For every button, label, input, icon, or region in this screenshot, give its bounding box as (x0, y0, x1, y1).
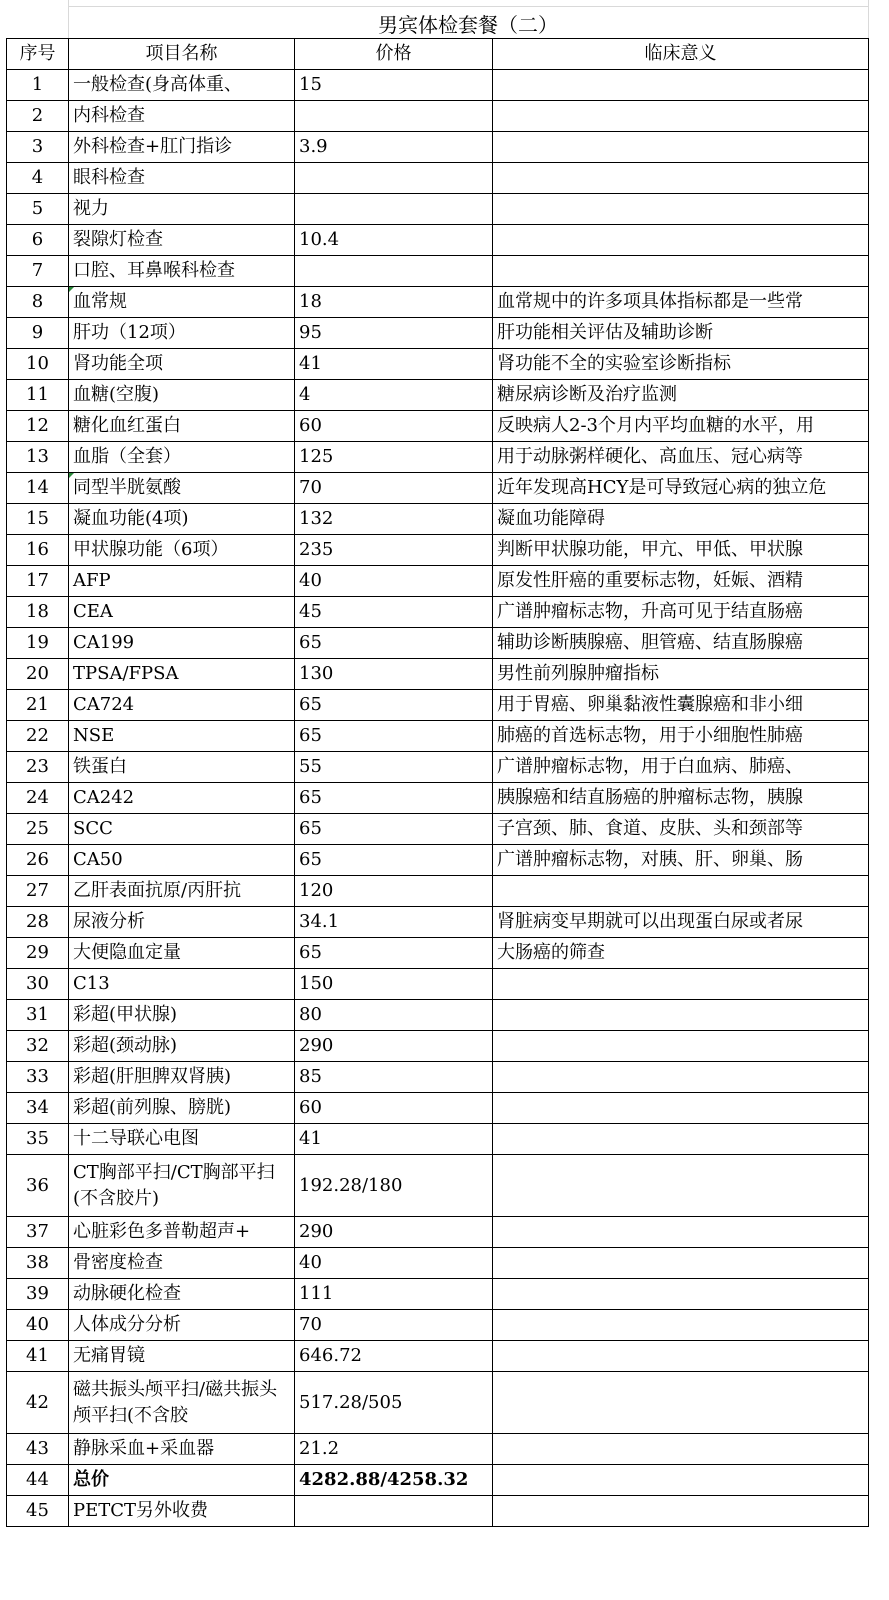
cell-meaning[interactable] (493, 101, 869, 132)
cell-meaning[interactable] (493, 1093, 869, 1124)
cell-meaning[interactable] (493, 70, 869, 101)
cell-meaning[interactable]: 用于动脉粥样硬化、高血压、冠心病等 (493, 442, 869, 473)
cell-name[interactable]: 眼科检查 (69, 163, 295, 194)
table-row (7, 566, 869, 597)
cell-price[interactable]: 70 (295, 1310, 493, 1341)
cell-no[interactable]: 43 (7, 1434, 69, 1465)
cell-meaning[interactable]: 凝血功能障碍 (493, 504, 869, 535)
cell-price[interactable]: 4282.88/4258.32 (295, 1465, 493, 1496)
table-row (7, 938, 869, 969)
cell-name[interactable]: 血脂（全套） (69, 442, 295, 473)
cell-price[interactable]: 132 (295, 504, 493, 535)
cell-no[interactable]: 35 (7, 1124, 69, 1155)
cell-name[interactable]: 动脉硬化检查 (69, 1279, 295, 1310)
cell-price[interactable]: 65 (295, 938, 493, 969)
cell-price[interactable]: 41 (295, 1124, 493, 1155)
checkup-package-table (6, 38, 869, 1527)
table-row (7, 597, 869, 628)
cell-price[interactable]: 65 (295, 628, 493, 659)
cell-price[interactable]: 65 (295, 783, 493, 814)
cell-no[interactable]: 40 (7, 1310, 69, 1341)
cell-no[interactable]: 17 (7, 566, 69, 597)
cell-no[interactable]: 12 (7, 411, 69, 442)
cell-no[interactable]: 1 (7, 70, 69, 101)
cell-meaning[interactable] (493, 969, 869, 1000)
cell-price[interactable]: 646.72 (295, 1341, 493, 1372)
cell-price[interactable]: 34.1 (295, 907, 493, 938)
cell-meaning[interactable]: 辅助诊断胰腺癌、胆管癌、结直肠腺癌 (493, 628, 869, 659)
table-row (7, 1124, 869, 1155)
cell-price[interactable]: 80 (295, 1000, 493, 1031)
cell-no[interactable]: 30 (7, 969, 69, 1000)
cell-name[interactable]: 彩超(肝胆脾双肾胰) (69, 1062, 295, 1093)
table-row (7, 721, 869, 752)
cell-price[interactable]: 65 (295, 721, 493, 752)
cell-meaning[interactable] (493, 1155, 869, 1217)
cell-name[interactable]: PETCT另外收费 (69, 1496, 295, 1527)
cell-meaning[interactable] (493, 1062, 869, 1093)
cell-name[interactable]: CEA (69, 597, 295, 628)
table-row (7, 1155, 869, 1217)
cell-meaning[interactable]: 男性前列腺肿瘤指标 (493, 659, 869, 690)
gridline (868, 0, 869, 38)
table-row (7, 442, 869, 473)
cell-name[interactable]: 肾功能全项 (69, 349, 295, 380)
cell-meaning[interactable] (493, 163, 869, 194)
cell-price[interactable]: 192.28/180 (295, 1155, 493, 1217)
table-row (7, 256, 869, 287)
cell-name[interactable]: SCC (69, 814, 295, 845)
cell-price[interactable]: 120 (295, 876, 493, 907)
header-name[interactable]: 项目名称 (69, 39, 295, 70)
cell-meaning[interactable] (493, 1124, 869, 1155)
table-row (7, 535, 869, 566)
cell-name[interactable]: 彩超(颈动脉) (69, 1031, 295, 1062)
table-row (7, 1062, 869, 1093)
table-row (7, 628, 869, 659)
cell-meaning[interactable]: 胰腺癌和结直肠癌的肿瘤标志物，胰腺 (493, 783, 869, 814)
cell-price[interactable]: 65 (295, 845, 493, 876)
cell-meaning[interactable] (493, 1310, 869, 1341)
cell-no[interactable]: 34 (7, 1093, 69, 1124)
cell-meaning[interactable]: 血常规中的许多项具体指标都是一些常 (493, 287, 869, 318)
table-row (7, 1217, 869, 1248)
cell-price[interactable] (295, 101, 493, 132)
cell-meaning[interactable] (493, 1496, 869, 1527)
cell-meaning[interactable] (493, 1217, 869, 1248)
cell-no[interactable]: 42 (7, 1372, 69, 1434)
table-row (7, 194, 869, 225)
cell-no[interactable]: 22 (7, 721, 69, 752)
cell-no[interactable]: 38 (7, 1248, 69, 1279)
cell-no[interactable]: 20 (7, 659, 69, 690)
cell-price[interactable]: 95 (295, 318, 493, 349)
cell-name[interactable]: 凝血功能(4项) (69, 504, 295, 535)
cell-name[interactable]: TPSA/FPSA (69, 659, 295, 690)
cell-no[interactable]: 2 (7, 101, 69, 132)
table-row (7, 1031, 869, 1062)
table-row (7, 845, 869, 876)
cell-meaning[interactable]: 糖尿病诊断及治疗监测 (493, 380, 869, 411)
cell-meaning[interactable]: 判断甲状腺功能，甲亢、甲低、甲状腺 (493, 535, 869, 566)
cell-name[interactable]: 彩超(前列腺、膀胱) (69, 1093, 295, 1124)
cell-no[interactable]: 6 (7, 225, 69, 256)
cell-no[interactable]: 19 (7, 628, 69, 659)
cell-no[interactable]: 13 (7, 442, 69, 473)
cell-no[interactable]: 14 (7, 473, 69, 504)
table-row (7, 1496, 869, 1527)
cell-name[interactable]: 糖化血红蛋白 (69, 411, 295, 442)
cell-price[interactable]: 290 (295, 1217, 493, 1248)
cell-no[interactable]: 25 (7, 814, 69, 845)
cell-meaning[interactable]: 广谱肿瘤标志物，升高可见于结直肠癌 (493, 597, 869, 628)
cell-name[interactable]: CA242 (69, 783, 295, 814)
cell-price[interactable]: 235 (295, 535, 493, 566)
cell-meaning[interactable]: 广谱肿瘤标志物，对胰、肝、卵巢、肠 (493, 845, 869, 876)
cell-price[interactable]: 10.4 (295, 225, 493, 256)
table-row (7, 814, 869, 845)
cell-price[interactable] (295, 163, 493, 194)
cell-price[interactable] (295, 194, 493, 225)
cell-meaning[interactable] (493, 1341, 869, 1372)
cell-no[interactable]: 31 (7, 1000, 69, 1031)
table-row (7, 1434, 869, 1465)
cell-name[interactable]: C13 (69, 969, 295, 1000)
table-row (7, 504, 869, 535)
cell-no[interactable]: 45 (7, 1496, 69, 1527)
cell-no[interactable]: 27 (7, 876, 69, 907)
cell-price[interactable]: 290 (295, 1031, 493, 1062)
cell-name[interactable]: 乙肝表面抗原/丙肝抗 (69, 876, 295, 907)
cell-price[interactable]: 111 (295, 1279, 493, 1310)
cell-price[interactable]: 70 (295, 473, 493, 504)
cell-price[interactable]: 150 (295, 969, 493, 1000)
table-row (7, 1000, 869, 1031)
cell-meaning[interactable]: 肾功能不全的实验室诊断指标 (493, 349, 869, 380)
cell-price[interactable]: 40 (295, 566, 493, 597)
table-row (7, 907, 869, 938)
cell-meaning[interactable] (493, 194, 869, 225)
cell-no[interactable]: 7 (7, 256, 69, 287)
table-row (7, 70, 869, 101)
cell-meaning[interactable] (493, 1248, 869, 1279)
table-row (7, 101, 869, 132)
cell-price[interactable]: 41 (295, 349, 493, 380)
cell-meaning[interactable] (493, 876, 869, 907)
cell-price[interactable]: 65 (295, 814, 493, 845)
cell-no[interactable]: 32 (7, 1031, 69, 1062)
cell-meaning[interactable] (493, 1279, 869, 1310)
table-row (7, 318, 869, 349)
table-row (7, 1341, 869, 1372)
cell-price[interactable]: 65 (295, 690, 493, 721)
cell-meaning[interactable] (493, 132, 869, 163)
cell-name[interactable]: CA199 (69, 628, 295, 659)
cell-name[interactable]: 视力 (69, 194, 295, 225)
table-row (7, 380, 869, 411)
cell-name[interactable]: 同型半胱氨酸 (69, 473, 295, 504)
table-row (7, 225, 869, 256)
cell-price[interactable]: 517.28/505 (295, 1372, 493, 1434)
cell-meaning[interactable] (493, 1434, 869, 1465)
cell-name[interactable]: 肝功（12项） (69, 318, 295, 349)
cell-price[interactable] (295, 1496, 493, 1527)
cell-no[interactable]: 15 (7, 504, 69, 535)
cell-meaning[interactable] (493, 256, 869, 287)
cell-meaning[interactable] (493, 225, 869, 256)
cell-meaning[interactable]: 子宫颈、肺、食道、皮肤、头和颈部等 (493, 814, 869, 845)
table-row (7, 349, 869, 380)
cell-no[interactable]: 16 (7, 535, 69, 566)
cell-name[interactable]: 人体成分分析 (69, 1310, 295, 1341)
cell-price[interactable]: 60 (295, 1093, 493, 1124)
table-row (7, 1279, 869, 1310)
cell-meaning[interactable]: 反映病人2-3个月内平均血糖的水平，用 (493, 411, 869, 442)
cell-price[interactable] (295, 256, 493, 287)
cell-name[interactable]: 外科检查+肛门指诊 (69, 132, 295, 163)
cell-meaning[interactable] (493, 1000, 869, 1031)
table-row (7, 1093, 869, 1124)
cell-meaning[interactable] (493, 1031, 869, 1062)
cell-meaning[interactable]: 原发性肝癌的重要标志物，妊娠、酒精 (493, 566, 869, 597)
cell-name[interactable]: 无痛胃镜 (69, 1341, 295, 1372)
cell-no[interactable]: 33 (7, 1062, 69, 1093)
cell-name[interactable]: 裂隙灯检查 (69, 225, 295, 256)
table-row (7, 783, 869, 814)
cell-name[interactable]: AFP (69, 566, 295, 597)
cell-price[interactable]: 125 (295, 442, 493, 473)
cell-meaning[interactable]: 广谱肿瘤标志物，用于白血病、肺癌、 (493, 752, 869, 783)
cell-price[interactable]: 40 (295, 1248, 493, 1279)
cell-name[interactable]: CT胸部平扫/CT胸部平扫(不含胶片) (69, 1155, 295, 1217)
cell-name[interactable]: 铁蛋白 (69, 752, 295, 783)
cell-no[interactable]: 28 (7, 907, 69, 938)
cell-price[interactable]: 3.9 (295, 132, 493, 163)
cell-no[interactable]: 8 (7, 287, 69, 318)
table-row (7, 1248, 869, 1279)
cell-no[interactable]: 3 (7, 132, 69, 163)
cell-no[interactable]: 18 (7, 597, 69, 628)
cell-name[interactable]: CA724 (69, 690, 295, 721)
cell-name[interactable]: 十二导联心电图 (69, 1124, 295, 1155)
cell-name[interactable]: CA50 (69, 845, 295, 876)
cell-no[interactable]: 24 (7, 783, 69, 814)
cell-no[interactable]: 9 (7, 318, 69, 349)
header-meaning[interactable]: 临床意义 (493, 39, 869, 70)
cell-name[interactable]: 大便隐血定量 (69, 938, 295, 969)
cell-no[interactable]: 21 (7, 690, 69, 721)
cell-name[interactable]: 口腔、耳鼻喉科检查 (69, 256, 295, 287)
cell-no[interactable]: 29 (7, 938, 69, 969)
cell-name[interactable]: 一般检查(身高体重、 (69, 70, 295, 101)
header-no[interactable]: 序号 (7, 39, 69, 70)
cell-name[interactable]: NSE (69, 721, 295, 752)
header-price[interactable]: 价格 (295, 39, 493, 70)
table-row (7, 287, 869, 318)
table-row (7, 1372, 869, 1434)
table-row (7, 163, 869, 194)
cell-name[interactable]: 心脏彩色多普勒超声+ (69, 1217, 295, 1248)
sheet-title[interactable]: 男宾体检套餐（二） (68, 6, 868, 39)
cell-meaning[interactable]: 肾脏病变早期就可以出现蛋白尿或者尿 (493, 907, 869, 938)
cell-meaning[interactable] (493, 1465, 869, 1496)
cell-price[interactable]: 21.2 (295, 1434, 493, 1465)
cell-price[interactable]: 55 (295, 752, 493, 783)
table-row (7, 1465, 869, 1496)
cell-name[interactable]: 甲状腺功能（6项） (69, 535, 295, 566)
cell-price[interactable]: 130 (295, 659, 493, 690)
table-row (7, 132, 869, 163)
table-row (7, 969, 869, 1000)
cell-name[interactable]: 血糖(空腹) (69, 380, 295, 411)
cell-meaning[interactable]: 大肠癌的筛查 (493, 938, 869, 969)
cell-no[interactable]: 23 (7, 752, 69, 783)
cell-price[interactable]: 18 (295, 287, 493, 318)
cell-no[interactable]: 5 (7, 194, 69, 225)
cell-no[interactable]: 10 (7, 349, 69, 380)
table-row (7, 473, 869, 504)
cell-meaning[interactable]: 用于胃癌、卵巢黏液性囊腺癌和非小细 (493, 690, 869, 721)
cell-name[interactable]: 总价 (69, 1465, 295, 1496)
cell-price[interactable]: 85 (295, 1062, 493, 1093)
cell-meaning[interactable]: 肺癌的首选标志物，用于小细胞性肺癌 (493, 721, 869, 752)
cell-no[interactable]: 44 (7, 1465, 69, 1496)
table-row (7, 690, 869, 721)
cell-no[interactable]: 41 (7, 1341, 69, 1372)
cell-no[interactable]: 4 (7, 163, 69, 194)
cell-price[interactable]: 4 (295, 380, 493, 411)
table-body (7, 70, 869, 1527)
cell-price[interactable]: 15 (295, 70, 493, 101)
cell-name[interactable]: 磁共振头颅平扫/磁共振头颅平扫(不含胶 (69, 1372, 295, 1434)
header-row (7, 39, 869, 70)
table-row (7, 1310, 869, 1341)
table-row (7, 659, 869, 690)
cell-name[interactable]: 骨密度检查 (69, 1248, 295, 1279)
cell-no[interactable]: 26 (7, 845, 69, 876)
cell-no[interactable]: 36 (7, 1155, 69, 1217)
table-row (7, 411, 869, 442)
cell-name[interactable]: 血常规 (69, 287, 295, 318)
cell-name[interactable]: 静脉采血+采血器 (69, 1434, 295, 1465)
cell-price[interactable]: 60 (295, 411, 493, 442)
cell-meaning[interactable]: 近年发现高HCY是可导致冠心病的独立危 (493, 473, 869, 504)
cell-name[interactable]: 尿液分析 (69, 907, 295, 938)
cell-meaning[interactable]: 肝功能相关评估及辅助诊断 (493, 318, 869, 349)
cell-no[interactable]: 11 (7, 380, 69, 411)
table-row (7, 876, 869, 907)
cell-no[interactable]: 39 (7, 1279, 69, 1310)
cell-name[interactable]: 彩超(甲状腺) (69, 1000, 295, 1031)
cell-meaning[interactable] (493, 1372, 869, 1434)
cell-name[interactable]: 内科检查 (69, 101, 295, 132)
table-row (7, 752, 869, 783)
cell-no[interactable]: 37 (7, 1217, 69, 1248)
cell-price[interactable]: 45 (295, 597, 493, 628)
